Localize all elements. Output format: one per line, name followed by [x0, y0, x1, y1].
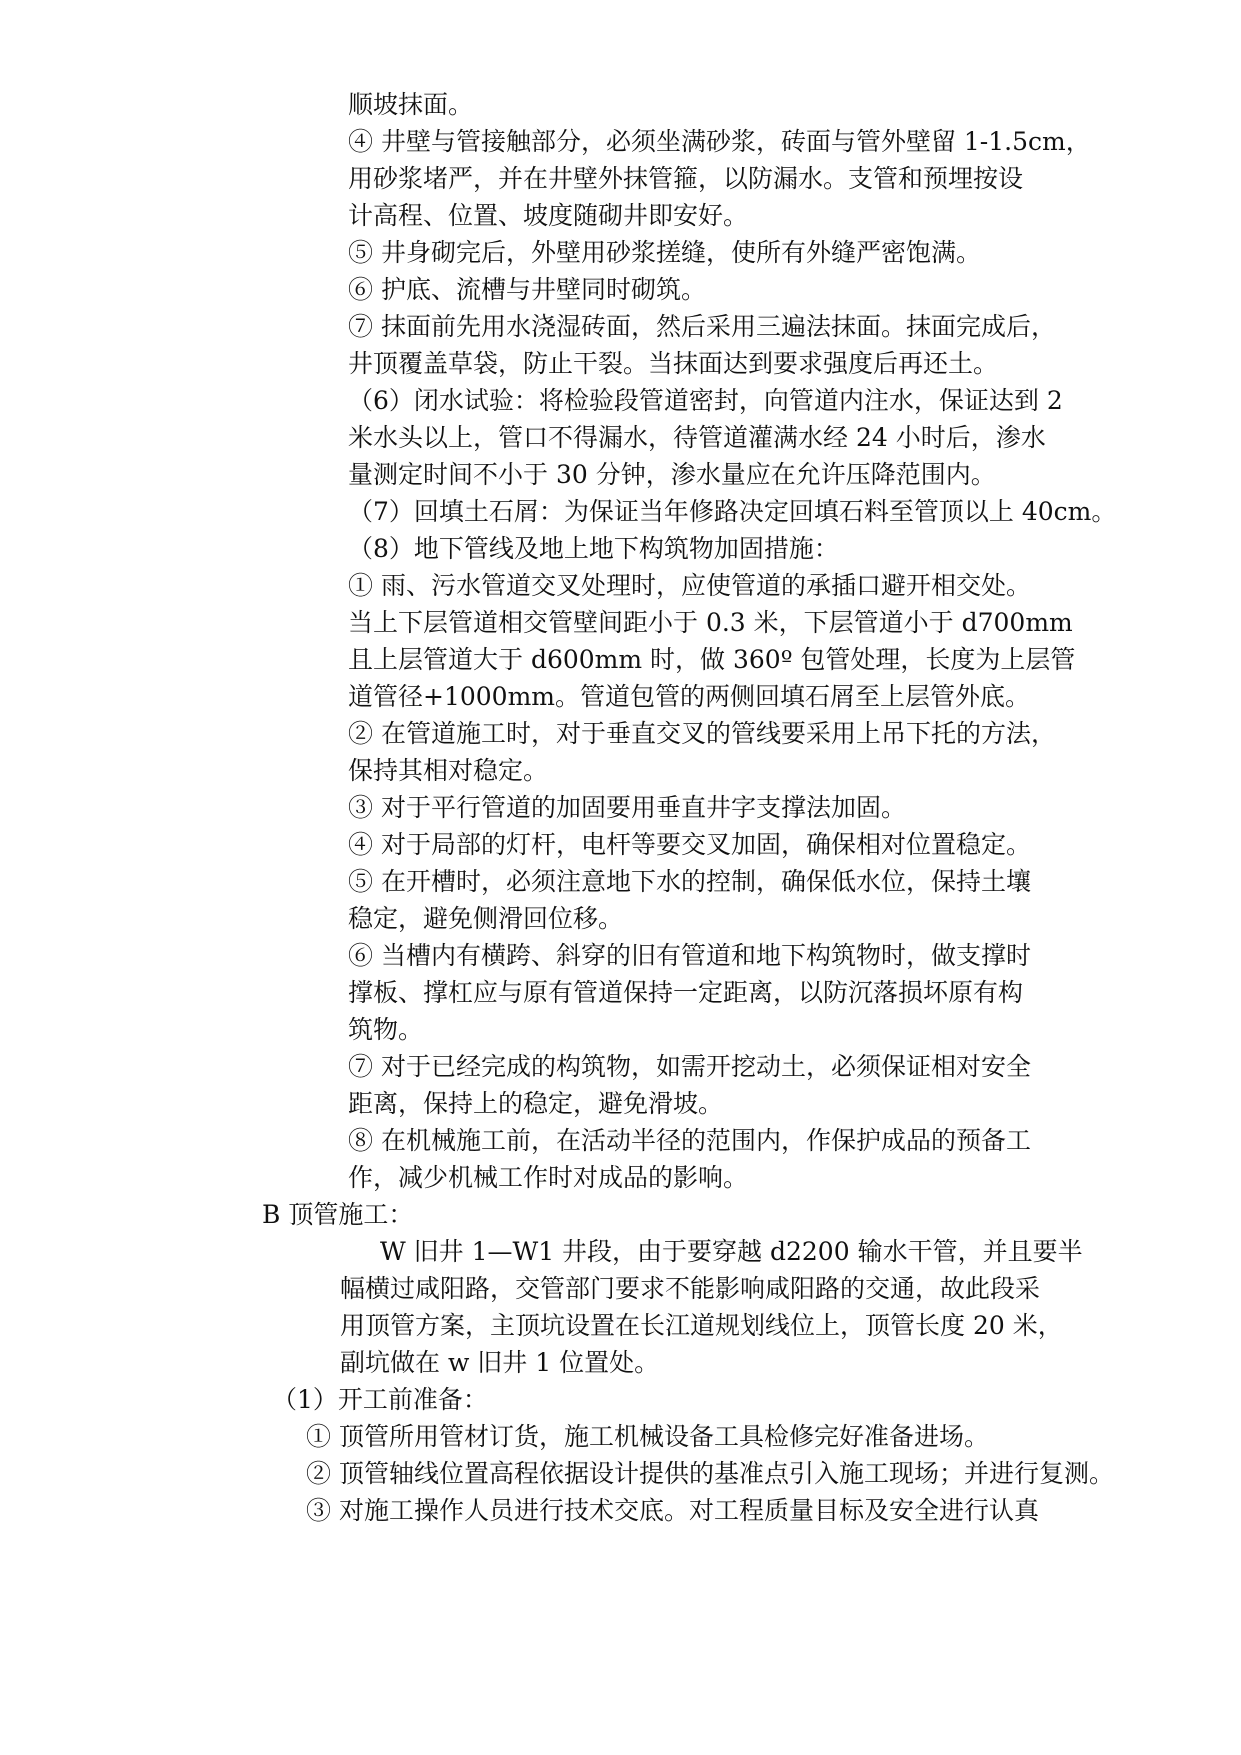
text-line: ⑤ 在开槽时，必须注意地下水的控制，确保低水位，保持土壤 [348, 867, 1031, 896]
text-line: ⑤ 井身砌完后，外壁用砂浆搓缝，使所有外缝严密饱满。 [348, 238, 981, 267]
text-line: 副坑做在 w 旧井 1 位置处。 [340, 1348, 660, 1377]
text-line: ⑦ 抹面前先用水浇湿砖面，然后采用三遍法抹面。抹面完成后， [348, 312, 1056, 341]
text-line: 稳定，避免侧滑回位移。 [348, 904, 624, 933]
text-line: 井顶覆盖草袋，防止干裂。当抹面达到要求强度后再还土。 [348, 349, 999, 378]
text-line: ② 在管道施工时，对于垂直交叉的管线要采用上吊下托的方法， [348, 719, 1056, 748]
text-line: ② 顶管轴线位置高程依据设计提供的基准点引入施工现场；并进行复测。 [306, 1459, 1114, 1488]
text-line: 米水头以上，管口不得漏水，待管道灌满水经 24 小时后，渗水 [348, 423, 1046, 452]
text-line: （8）地下管线及地上地下构筑物加固措施： [348, 534, 839, 563]
text-line: ① 雨、污水管道交叉处理时，应使管道的承插口避开相交处。 [348, 571, 1031, 600]
text-line: 用砂浆堵严，并在井壁外抹管箍，以防漏水。支管和预埋按设 [348, 164, 1024, 193]
text-line: 顺坡抹面。 [348, 90, 474, 119]
text-line: ④ 对于局部的灯杆，电杆等要交叉加固，确保相对位置稳定。 [348, 830, 1031, 859]
text-line: （6）闭水试验：将检验段管道密封，向管道内注水，保证达到 2 [348, 386, 1063, 415]
text-line: 幅横过咸阳路，交管部门要求不能影响咸阳路的交通，故此段采 [340, 1274, 1041, 1303]
text-line: 量测定时间不小于 30 分钟，渗水量应在允许压降范围内。 [348, 460, 996, 489]
section-heading: B 顶管施工： [262, 1200, 414, 1229]
subsection-heading: （1）开工前准备： [272, 1385, 488, 1414]
text-line: ③ 对施工操作人员进行技术交底。对工程质量目标及安全进行认真 [306, 1496, 1039, 1525]
text-line: 当上下层管道相交管壁间距小于 0.3 米，下层管道小于 d700mm [348, 608, 1073, 637]
text-line: ⑦ 对于已经完成的构筑物，如需开挖动土，必须保证相对安全 [348, 1052, 1031, 1081]
text-line: 撑板、撑杠应与原有管道保持一定距离，以防沉落损坏原有构 [348, 978, 1024, 1007]
text-line: 用顶管方案，主顶坑设置在长江道规划线位上，顶管长度 20 米， [340, 1311, 1063, 1340]
text-line: 计高程、位置、坡度随砌井即安好。 [348, 201, 749, 230]
text-line: ③ 对于平行管道的加固要用垂直井字支撑法加固。 [348, 793, 906, 822]
text-line: ⑧ 在机械施工前，在活动半径的范围内，作保护成品的预备工 [348, 1126, 1031, 1155]
text-line: 保持其相对稳定。 [348, 756, 549, 785]
text-line: ④ 井壁与管接触部分，必须坐满砂浆，砖面与管外壁留 1-1.5cm， [348, 127, 1091, 156]
text-line: 且上层管道大于 d600mm 时，做 360º 包管处理，长度为上层管 [348, 645, 1076, 674]
text-line: W 旧井 1—W1 井段，由于要穿越 d2200 输水干管，并且要半 [380, 1237, 1083, 1266]
text-line: 筑物。 [348, 1015, 424, 1044]
text-line: ⑥ 护底、流槽与井壁同时砌筑。 [348, 275, 706, 304]
text-line: 作，减少机械工作时对成品的影响。 [348, 1163, 749, 1192]
text-line: ① 顶管所用管材订货，施工机械设备工具检修完好准备进场。 [306, 1422, 989, 1451]
text-line: ⑥ 当槽内有横跨、斜穿的旧有管道和地下构筑物时，做支撑时 [348, 941, 1031, 970]
text-line: （7）回填土石屑：为保证当年修路决定回填石料至管顶以上 40cm。 [348, 497, 1117, 526]
text-line: 距离，保持上的稳定，避免滑坡。 [348, 1089, 724, 1118]
text-line: 道管径+1000mm。管道包管的两侧回填石屑至上层管外底。 [348, 682, 1030, 711]
